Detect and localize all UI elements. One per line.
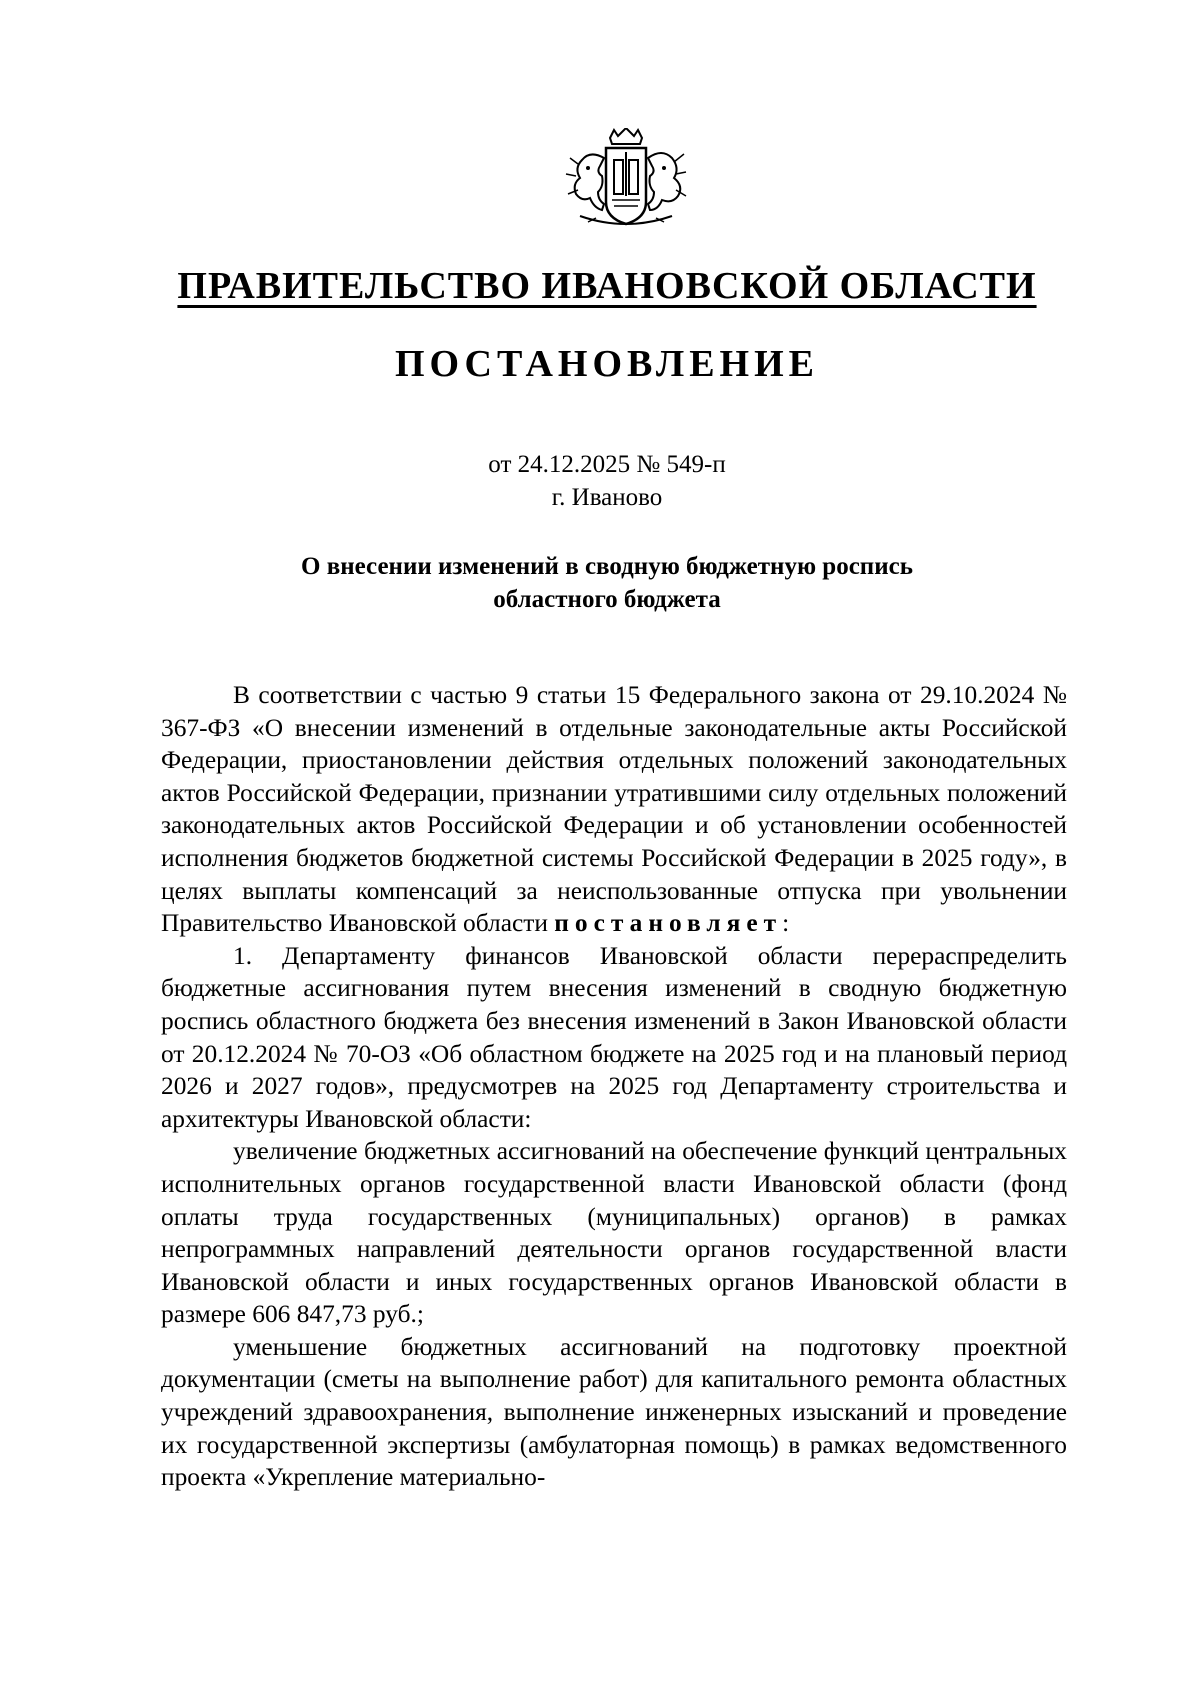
preamble-paragraph (161, 679, 1067, 940)
document-subject-line-2: областного бюджета (493, 586, 721, 613)
government-title-text: ПРАВИТЕЛЬСТВО ИВАНОВСКОЙ ОБЛАСТИ (177, 265, 1037, 307)
document-subject-line-1: О внесении изменений в сводную бюджетную роспись (301, 553, 913, 580)
document-date-number: от 24.12.2025 № 549-п (488, 451, 726, 478)
decree-word: постановляет (554, 909, 783, 938)
preamble-text: В соответствии с частью 9 статьи 15 Федерального закона от 29.10.2024 № 367-ФЗ «О внесении изменений в отдельные законодательные акты Российской Федерации, приостановлении действия отдельных положений законодательных актов Российской Федерации, признании утратившими силу отдельных положений законодательных актов Российской Федерации и об установлении особенностей исполнения бюджетов бюджетной системы Российской Федерации в 2025 году», в целях выплаты компенсаций за неиспользованные отпуска при увольнении Правительство Ивановской области (161, 681, 1067, 938)
document-body (161, 679, 1067, 1494)
increase-paragraph: увеличение бюджетных ассигнований на обеспечение функций центральных исполнительных органов государственной власти Ивановской области (фонд оплаты труда государственных (муниципальных) органов) в рамках непрограммных направлений деятельности органов государственной власти Ивановской области и иных государственных органов Ивановской области в размере 606 847,73 руб.; (161, 1137, 1067, 1329)
decree-colon: : (782, 909, 790, 938)
government-title (150, 262, 1064, 310)
document-subject (150, 550, 1064, 616)
item-1-paragraph: 1. Департаменту финансов Ивановской области перераспределить бюджетные ассигнования путем внесения изменений в сводную бюджетную роспись областного бюджета без внесения изменений в Закон Ивановской области от 20.12.2024 № 70-ОЗ «Об областном бюджете на 2025 год и на плановый период 2026 и 2027 годов», предусмотрев на 2025 год Департаменту строительства и архитектуры Ивановской области: (161, 941, 1067, 1133)
coat-of-arms-emblem-icon (560, 128, 692, 232)
document-place: г. Иваново (551, 484, 663, 511)
document-meta (150, 448, 1064, 514)
document-type-heading: ПОСТАНОВЛЕНИЕ (394, 343, 820, 385)
decrease-paragraph: уменьшение бюджетных ассигнований на подготовку проектной документации (сметы на выполнение работ) для капитального ремонта областных учреждений здравоохранения, выполнение инженерных изысканий и проведение их государственной экспертизы (амбулаторная помощь) в рамках ведомственного проекта «Укрепление материально- (161, 1332, 1067, 1492)
